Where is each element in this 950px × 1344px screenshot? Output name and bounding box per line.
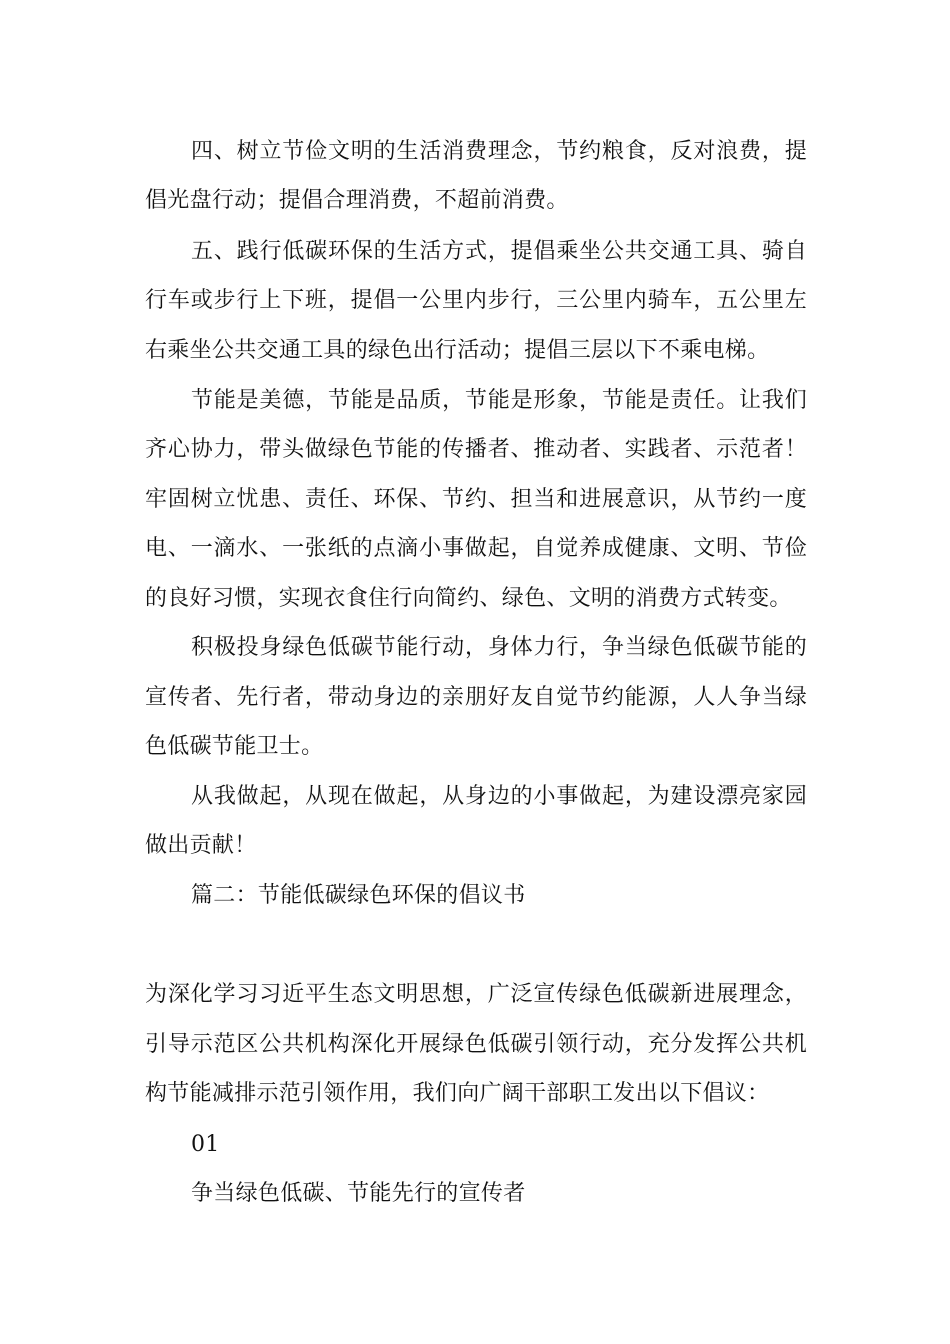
paragraph-action-line-2: 宣传者、先行者，带动身边的亲朋好友自觉节约能源，人人争当绿 bbox=[145, 685, 807, 710]
item-heading: 争当绿色低碳、节能先行的宣传者 bbox=[191, 1181, 526, 1206]
intro-line-3: 构节能减排示范引领作用，我们向广阔干部职工发出以下倡议： bbox=[145, 1081, 770, 1106]
paragraph-virtue-line-3: 牢固树立忧患、责任、环保、节约、担当和进展意识，从节约一度 bbox=[145, 487, 807, 512]
paragraph-5-line-2: 行车或步行上下班，提倡一公里内步行，三公里内骑车，五公里左 bbox=[145, 288, 807, 313]
intro-line-1: 为深化学习习近平生态文明思想，广泛宣传绿色低碳新进展理念， bbox=[145, 982, 807, 1007]
paragraph-start-line-2: 做出贡献！ bbox=[145, 833, 257, 858]
paragraph-start-line-1: 从我做起，从现在做起，从身边的小事做起，为建设漂亮家园 bbox=[191, 784, 807, 809]
paragraph-5-line-1: 五、践行低碳环保的生活方式，提倡乘坐公共交通工具、骑自 bbox=[191, 239, 807, 264]
paragraph-4-line-1: 四、树立节俭文明的生活消费理念，节约粮食，反对浪费，提 bbox=[191, 139, 807, 164]
paragraph-action-line-3: 色低碳节能卫士。 bbox=[145, 734, 324, 759]
item-number: 01 bbox=[191, 1132, 220, 1157]
paragraph-virtue-line-2: 齐心协力，带头做绿色节能的传播者、推动者、实践者、示范者！ bbox=[145, 437, 807, 462]
paragraph-action-line-1: 积极投身绿色低碳节能行动，身体力行，争当绿色低碳节能的 bbox=[191, 635, 807, 660]
paragraph-4-line-2: 倡光盘行动；提倡合理消费，不超前消费。 bbox=[145, 188, 569, 213]
paragraph-5-line-3: 右乘坐公共交通工具的绿色出行活动；提倡三层以下不乘电梯。 bbox=[145, 338, 770, 363]
intro-line-2: 引导示范区公共机构深化开展绿色低碳引领行动，充分发挥公共机 bbox=[145, 1032, 807, 1057]
section-title: 篇二：节能低碳绿色环保的倡议书 bbox=[191, 883, 526, 908]
paragraph-virtue-line-5: 的良好习惯，实现衣食住行向简约、绿色、文明的消费方式转变。 bbox=[145, 586, 792, 611]
paragraph-virtue-line-4: 电、一滴水、一张纸的点滴小事做起，自觉养成健康、文明、节俭 bbox=[145, 536, 807, 561]
paragraph-virtue-line-1: 节能是美德，节能是品质，节能是形象，节能是责任。让我们 bbox=[191, 388, 807, 413]
